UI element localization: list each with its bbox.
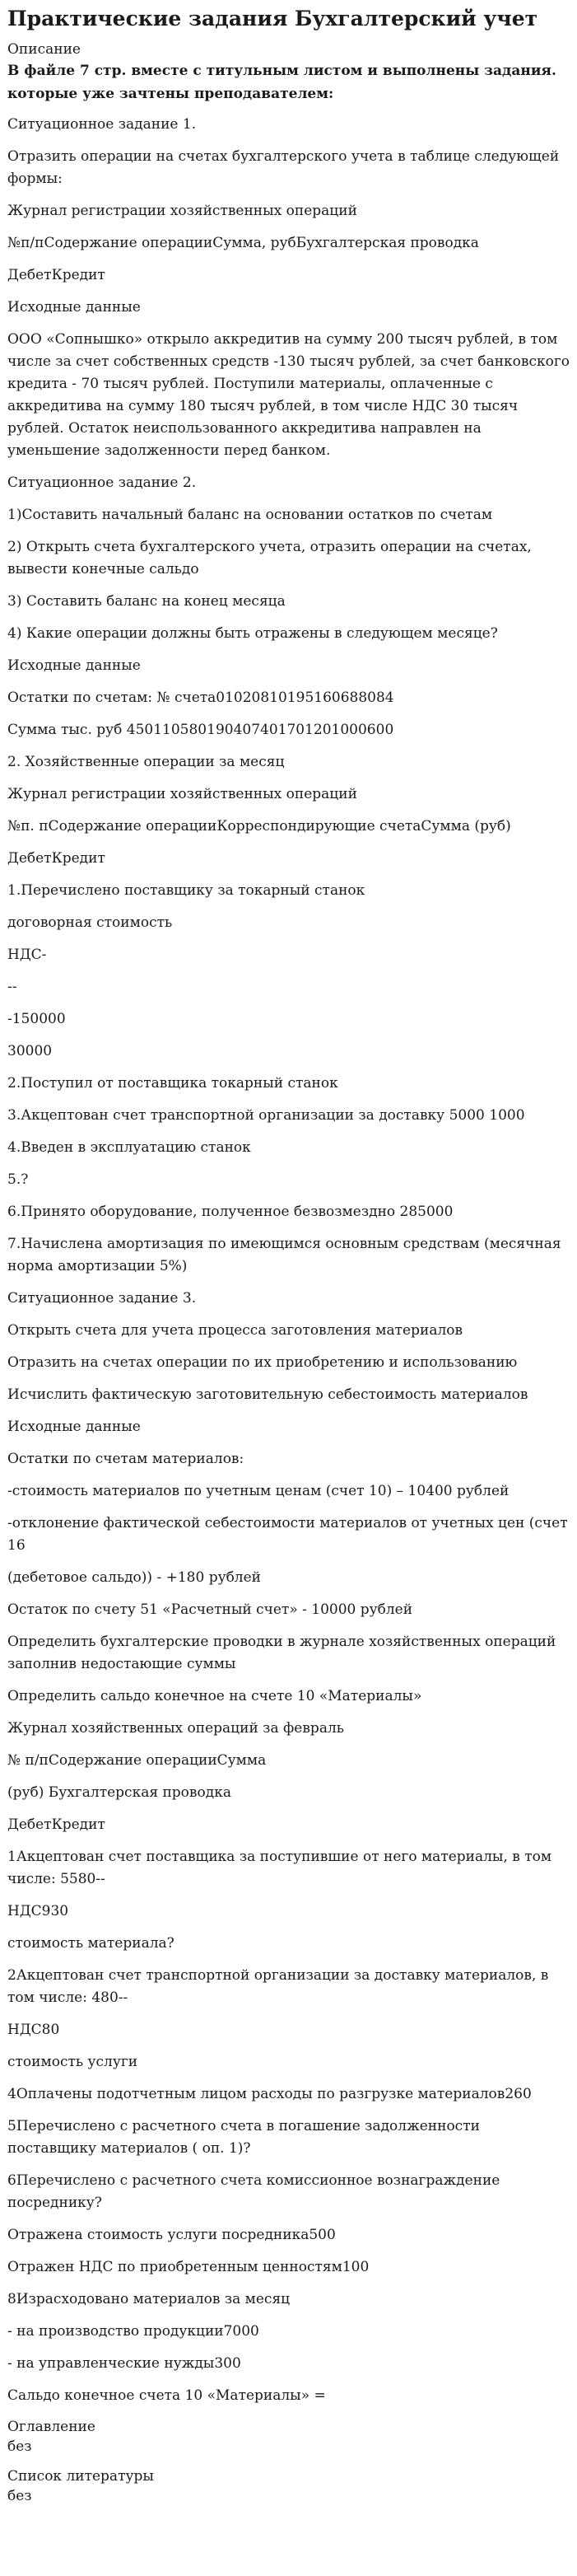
paragraph: Сальдо конечное счета 10 «Материалы» = <box>7 2387 326 2404</box>
paragraph: -отклонение фактической себестоимости материалов от учетных цен (счет 16 <box>7 1515 573 1554</box>
paragraph: 7.Начислена амортизация по имеющимся основным средствам (месячная норма амортизации 5%) <box>7 1236 565 1274</box>
literature-label: Список литературы <box>7 2468 154 2485</box>
description-label: Описание <box>7 41 81 58</box>
paragraph: № п/пСодержание операцииСумма <box>7 1752 267 1769</box>
paragraph: Остатки по счетам материалов: <box>7 1451 244 1467</box>
paragraph: Отражен НДС по приобретенным ценностям100 <box>7 2259 370 2275</box>
page-title: Практические задания Бухгалтерский учет <box>7 7 538 30</box>
paragraph: Исчислить фактическую заготовительную себестоимость материалов <box>7 1386 528 1403</box>
paragraph: Журнал регистрации хозяйственных операций <box>7 786 357 802</box>
paragraph: - на управленческие нужды300 <box>7 2355 241 2372</box>
paragraph: Отразить операции на счетах бухгалтерского учета в таблице следующей формы: <box>7 148 564 187</box>
paragraph: Исходные данные <box>7 1419 141 1435</box>
paragraph: ООО «Сопнышко» открыло аккредитив на сумму 200 тысяч рублей, в том числе за счет собственных средств -130 тысяч рублей, за счет банковского кредита - 70 тысяч рублей. Поступили материалы, оплаченные с аккредитива на сумму 180 тысяч рублей, в том числе НДС 30 тысяч рублей. Остаток неиспользованного аккредитива направлен на уменьшение задолженности перед банком. <box>7 331 575 459</box>
paragraph: Ситуационное задание 2. <box>7 475 197 491</box>
paragraph: 1.Перечислено поставщику за токарный станок <box>7 882 365 899</box>
paragraph: Исходные данные <box>7 657 141 674</box>
paragraph: 8Израсходовано материалов за месяц <box>7 2291 291 2307</box>
paragraph: Отражена стоимость услуги посредника500 <box>7 2227 336 2243</box>
paragraph: Журнал регистрации хозяйственных операций <box>7 203 357 219</box>
paragraph: - на производство продукции7000 <box>7 2323 259 2340</box>
paragraph: -стоимость материалов по учетным ценам (счет 10) – 10400 рублей <box>7 1483 510 1499</box>
paragraph: НДС930 <box>7 1903 69 1919</box>
toc-label: Оглавление <box>7 2419 95 2435</box>
literature-value: без <box>7 2488 32 2504</box>
paragraph: стоимость услуги <box>7 2054 138 2070</box>
paragraph: №п/пСодержание операцииСумма, рубБухгалтерская проводка <box>7 235 479 251</box>
paragraph: Остаток по счету 51 «Расчетный счет» - 10000 рублей <box>7 1601 413 1618</box>
description-body <box>7 114 575 2407</box>
paragraph: 2.Поступил от поставщика токарный станок <box>7 1075 338 1092</box>
description-note: В файле 7 стр. вместе с титульным листом и выполнены задания. которые уже зачтены преподавателем: <box>7 63 556 102</box>
paragraph: Определить сальдо конечное на счете 10 «Материалы» <box>7 1688 422 1704</box>
paragraph: 6Перечислено с расчетного счета комиссионное вознаграждение посреднику? <box>7 2172 505 2211</box>
paragraph: НДС- <box>7 947 47 963</box>
paragraph: 4) Какие операции должны быть отражены в следующем месяце? <box>7 625 498 642</box>
paragraph: -150000 <box>7 1011 66 1027</box>
paragraph: Сумма тыс. руб 450110580190407401701201000600 <box>7 722 394 738</box>
paragraph: Ситуационное задание 3. <box>7 1290 197 1307</box>
paragraph: Отразить на счетах операции по их приобретению и использованию <box>7 1354 518 1371</box>
paragraph: 1Акцептован счет поставщика за поступившие от него материалы, в том числе: 5580-- <box>7 1849 556 1887</box>
paragraph: 4.Введен в эксплуатацию станок <box>7 1139 251 1156</box>
paragraph: Журнал хозяйственных операций за февраль <box>7 1720 345 1737</box>
paragraph: НДС80 <box>7 2022 60 2038</box>
paragraph: Ситуационное задание 1. <box>7 116 197 133</box>
paragraph: 2) Открыть счета бухгалтерского учета, отразить операции на счетах, вывести конечные сальдо <box>7 539 537 577</box>
paragraph: 3) Составить баланс на конец месяца <box>7 593 286 610</box>
paragraph: ДебетКредит <box>7 850 105 867</box>
paragraph: ДебетКредит <box>7 267 105 283</box>
paragraph: -- <box>7 979 17 995</box>
paragraph: Открыть счета для учета процесса заготовления материалов <box>7 1322 463 1339</box>
toc-value: без <box>7 2438 32 2455</box>
paragraph: договорная стоимость <box>7 914 173 931</box>
paragraph: 30000 <box>7 1043 53 1059</box>
paragraph: 6.Принято оборудование, полученное безвозмездно 285000 <box>7 1204 454 1220</box>
paragraph: Исходные данные <box>7 299 141 316</box>
paragraph: Остатки по счетам: № счета01020810195160688084 <box>7 690 394 706</box>
paragraph: стоимость материала? <box>7 1935 174 1952</box>
paragraph: 1)Составить начальный баланс на основании остатков по счетам <box>7 507 493 523</box>
paragraph: (дебетовое сальдо)) - +180 рублей <box>7 1569 262 1586</box>
paragraph: 5.? <box>7 1171 29 1188</box>
paragraph: 4Оплачены подотчетным лицом расходы по разгрузке материалов260 <box>7 2086 532 2102</box>
paragraph: 2Акцептован счет транспортной организации за доставку материалов, в том числе: 480-- <box>7 1967 553 2006</box>
paragraph: №п. пСодержание операцииКорреспондирующие счетаСумма (руб) <box>7 818 511 835</box>
paragraph: 3.Акцептован счет транспортной организации за доставку 5000 1000 <box>7 1107 525 1124</box>
paragraph: ДебетКредит <box>7 1816 105 1833</box>
paragraph: 5Перечислено с расчетного счета в погашение задолженности поставщику материалов ( оп. 1)? <box>7 2118 485 2157</box>
paragraph: (руб) Бухгалтерская проводка <box>7 1784 231 1801</box>
paragraph: 2. Хозяйственные операции за месяц <box>7 754 285 770</box>
paragraph: Определить бухгалтерские проводки в журнале хозяйственных операций заполнив недостающие суммы <box>7 1634 561 1672</box>
